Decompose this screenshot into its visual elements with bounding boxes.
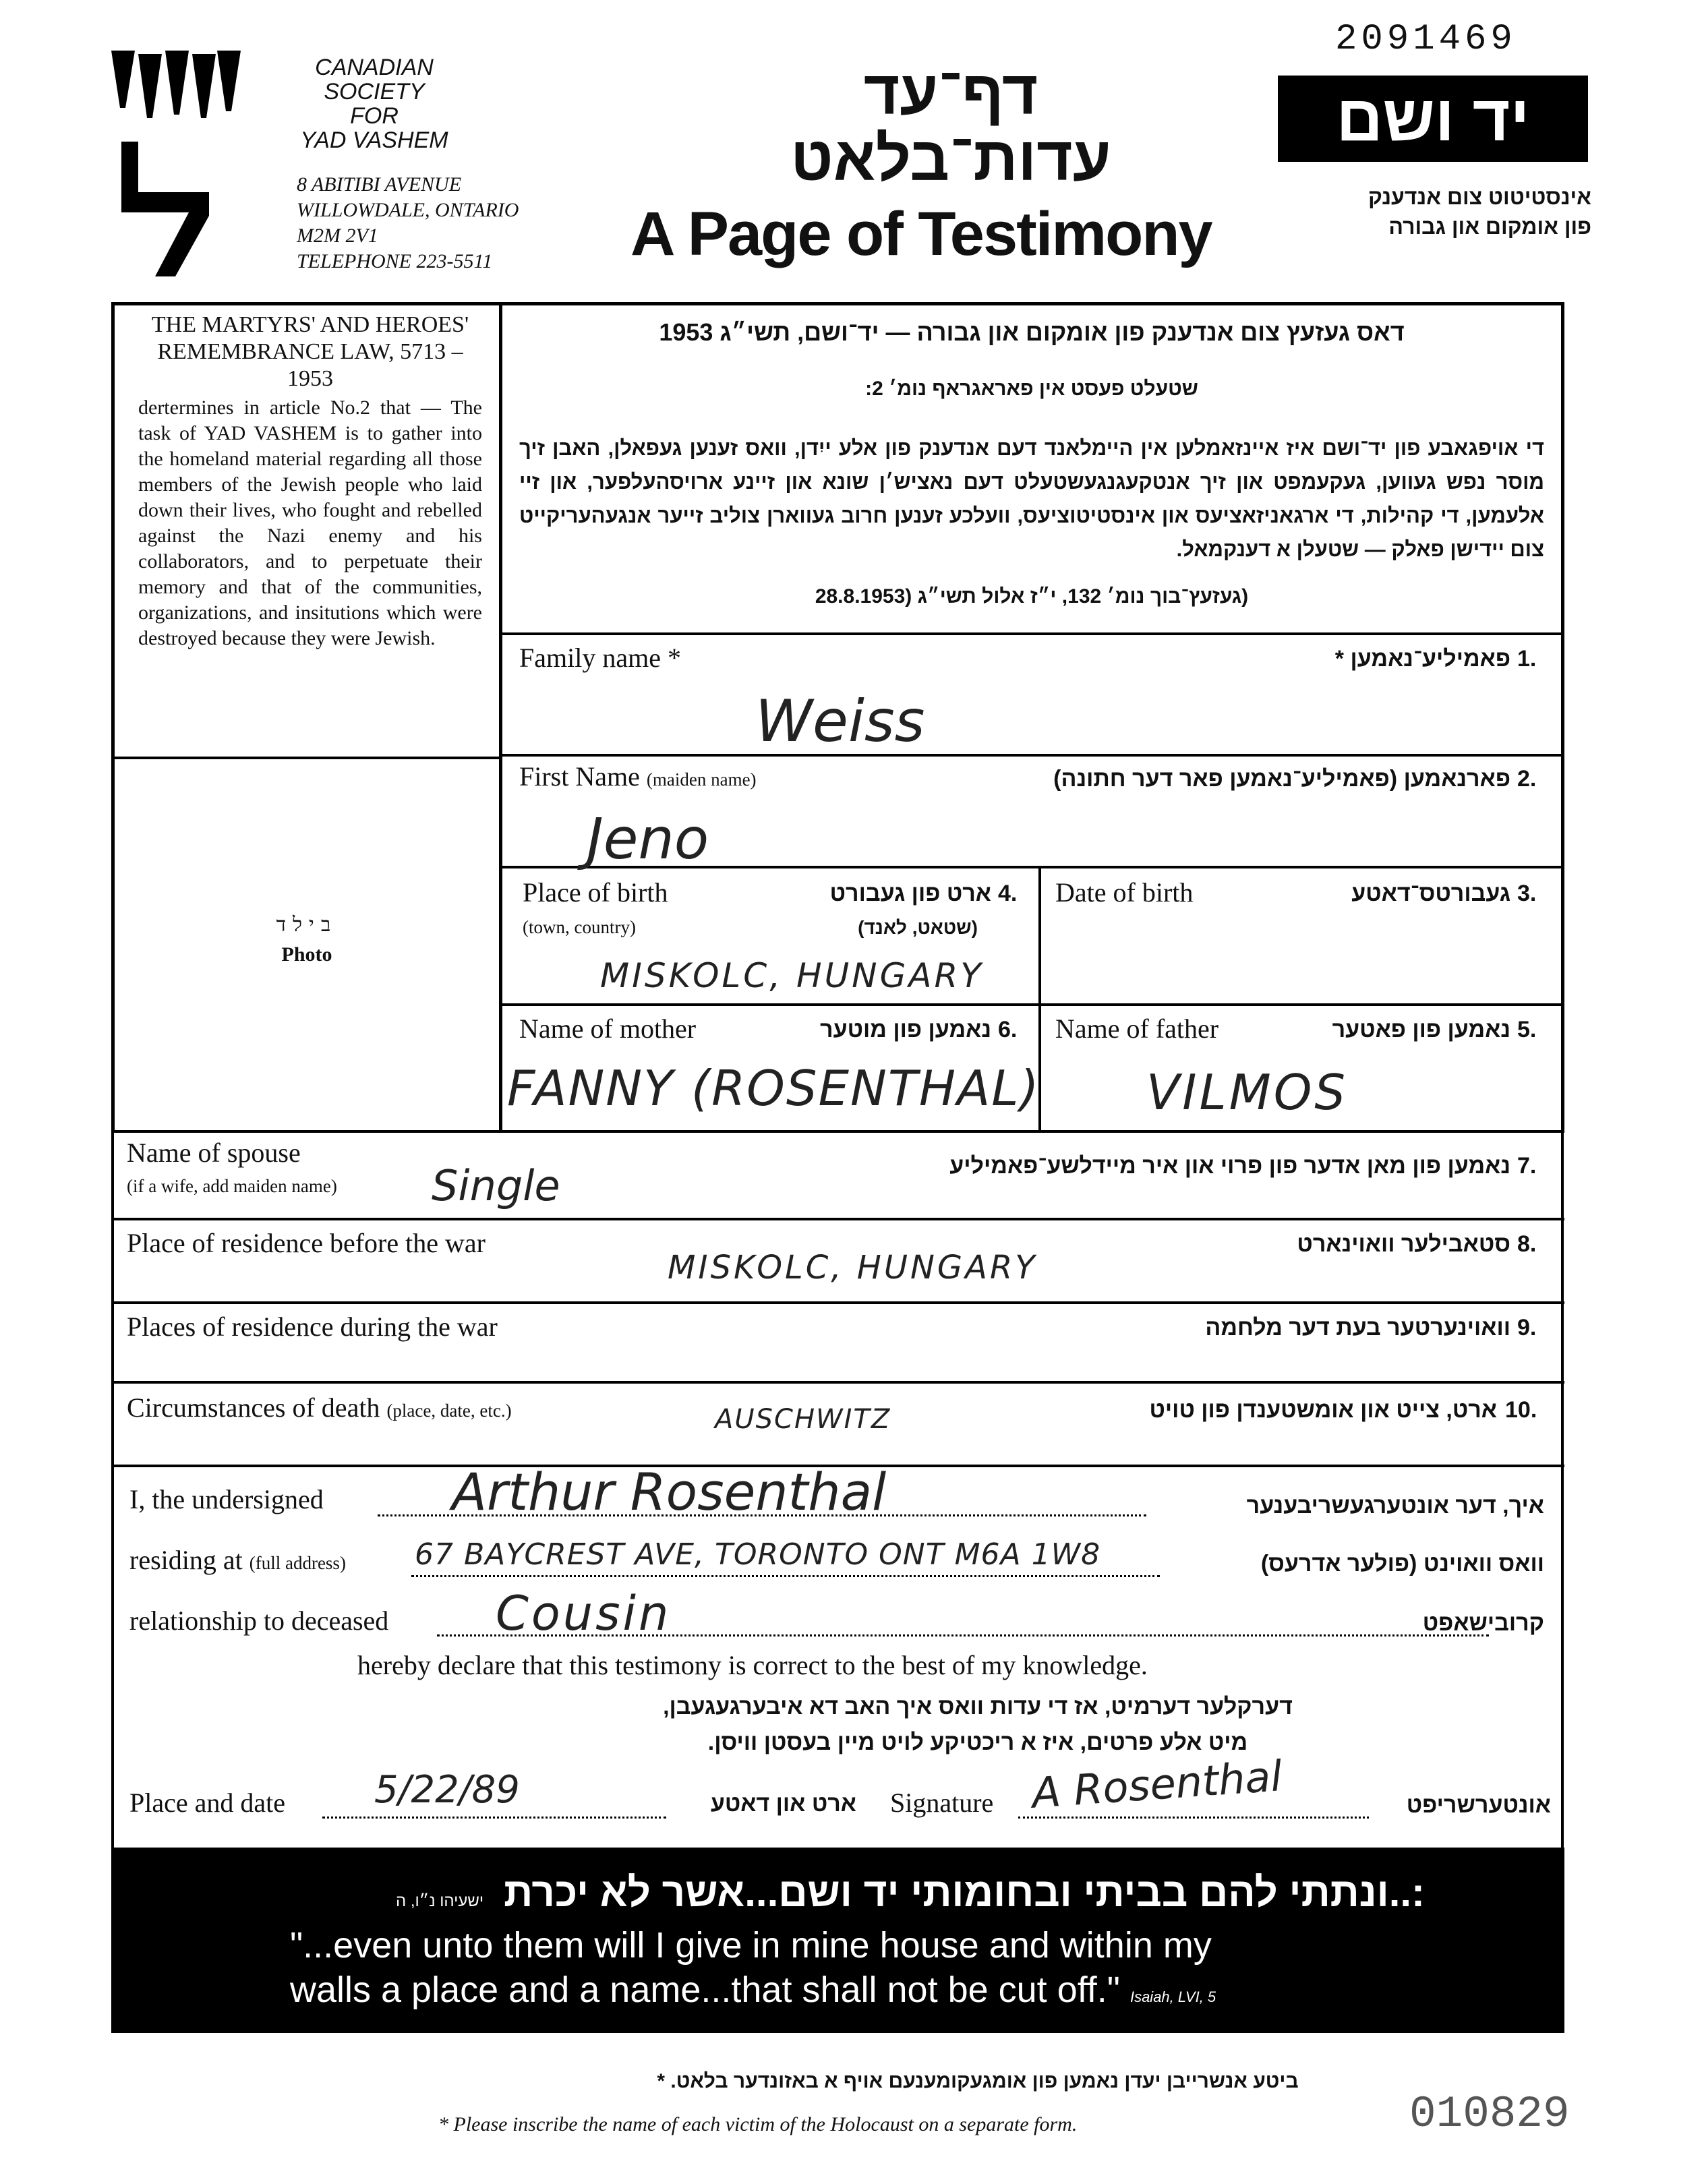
mother-name-ylabel: נאמען פון מוטער [819, 1017, 991, 1042]
place-of-birth-ysub: (שטאט, לאנד) [858, 917, 978, 938]
quote-yiddish-row [280, 1869, 1541, 1916]
residing-value[interactable]: 67 BAYCREST AVE, TORONTO ONT M6A 1W8 [415, 1537, 1101, 1572]
institute-name: אינסטיטוט צום אנדענק פון אומקום און גבורה [1368, 185, 1591, 239]
yiddish-title-1: דף־עד [863, 59, 1038, 127]
family-name-label: Family name * [519, 643, 681, 673]
spouse-sub: (if a wife, add maiden name) [127, 1176, 337, 1196]
declaration-yiddish-2: מיט אלע פרטים, איז א ריכטיקע לויט מיין בעסטן וויסן. [707, 1730, 1248, 1755]
date-of-birth-label: Date of birth [1055, 877, 1194, 908]
field-number: 3. [1517, 881, 1537, 906]
yad-vashem-logo: יד ושם [1278, 76, 1588, 162]
residence-before-label: Place of residence before the war [127, 1228, 486, 1258]
signature-ylabel: אונטערשריפט [1406, 1792, 1551, 1818]
document-number: 2091469 [1335, 19, 1517, 60]
note-yiddish: ביטע אנשרייבן יעדן נאמען פון אומגעקומענעם אויף א באזונדער בלאט. * [657, 2070, 1299, 2092]
death-circumstances-value[interactable]: AUSCHWITZ [715, 1404, 891, 1435]
relationship-ylabel: קרובישאפט [1422, 1610, 1544, 1636]
place-of-birth-sub: (town, country) [523, 917, 636, 937]
law-yiddish-citation: (געזעץ־בוך נומ׳ 132, י״ז אלול תשי״ג (28.8.1953 [815, 585, 1249, 608]
place-date-label: Place and date [129, 1788, 285, 1818]
residence-during-ylabel: וואוינערטער בעת דער מלחמה [1205, 1315, 1510, 1340]
undersigned-label: I, the undersigned [129, 1484, 324, 1514]
date-of-birth-ylabel: געבורטס־דאטע [1351, 881, 1510, 906]
undersigned-ylabel: איך, דער אונטערגעשריבענער [1246, 1493, 1544, 1518]
signature-label: Signature [890, 1788, 994, 1818]
father-name-value[interactable]: VILMOS [1146, 1064, 1349, 1121]
yiddish-title-2: עדות־בלאט [790, 125, 1111, 194]
relationship-value[interactable]: Cousin [496, 1586, 672, 1641]
spouse-ylabel: נאמען פון מאן אדער פון פרוי און איר מיידלשע־פאמיליע [949, 1153, 1510, 1179]
residing-label: residing at (full address) [129, 1545, 346, 1575]
page-title: A Page of Testimony [630, 200, 1212, 268]
field-number: 10. [1505, 1397, 1537, 1423]
mother-name-label: Name of mother [519, 1013, 697, 1044]
photo-placeholder: בילד Photo [276, 914, 338, 966]
law-yiddish-subheading: שטעלט פעסט אין פאראגראף נומ׳ 2: [865, 378, 1198, 400]
field-number: 9. [1517, 1315, 1537, 1340]
place-date-value[interactable]: 5/22/89 [374, 1768, 520, 1812]
first-name-ylabel: פארנאמען (פאמיליע־נאמען פאר דער חתונה) [1053, 766, 1510, 792]
relationship-label: relationship to deceased [129, 1605, 389, 1636]
declaration-yiddish-1: דערקלער דערמיט, אז די עדות וואס איך האב דא איבערגעגעבן, [663, 1694, 1293, 1719]
spouse-label: Name of spouse [127, 1138, 301, 1168]
society-name: CANADIAN SOCIETY FOR YAD VASHEM [300, 55, 448, 153]
field-number: 6. [998, 1017, 1018, 1042]
place-of-birth-ylabel: ארט פון געבורט [829, 881, 991, 906]
field-number: 8. [1517, 1231, 1537, 1257]
residence-before-ylabel: סטאבילער וואוינארט [1297, 1231, 1510, 1257]
serial-number: 010829 [1409, 2089, 1570, 2139]
law-english: THE MARTYRS' AND HEROES' REMEMBRANCE LAW, 5713 – 1953 dertermines in article No.2 that — The task of YAD VASHEM is to gather into the homeland material regarding all those members of the Jewish people who laid down their lives, who fought and rebelled against the Nazi enemy and his collaborators, and to perpetuate their memory and that of the communities, organizations, and insitutions which were destroyed because they were Jewish. [138, 312, 482, 649]
residence-during-label: Places of residence during the war [127, 1311, 498, 1342]
field-number: 2. [1517, 766, 1537, 792]
quote-ref-yiddish: ישעיהו נ״ו, ה [395, 1892, 484, 1910]
first-name-label: First Name (maiden name) [519, 761, 757, 792]
place-date-ylabel: ארט און דאטע [710, 1791, 856, 1817]
residence-before-value[interactable]: MISKOLC, HUNGARY [668, 1249, 1038, 1287]
quote-english-2: walls a place and a name...that shall not be cut off." Isaiah, LVI, 5 [290, 1970, 1216, 2010]
death-circumstances-label: Circumstances of death (place, date, etc.) [127, 1392, 512, 1423]
spouse-value[interactable]: Single [432, 1161, 560, 1210]
law-yiddish-text: די אויפגאבע פון יד־ושם איז איינזאמלען אין היימלאנד דעם אנדענק פון אלע ייִדן, וואס זענען געפאלן, האבן זיך מוסר נפש געווען, געקעמפט און זיך אנטקעגנגעשטעלט דעם נאציש׳ן שונא און זיינע ארויסהעלפער, און זיי אלעמען, די קהילות, די ארגאניזאציעס און אינסטיטוציעס, וועלכע זענען חרוב געווארן צוליב זייער אנגעהעריקייט צום יידישן פאלק — שטעלן א דענקמאל. [519, 436, 1544, 561]
place-date-line [322, 1817, 666, 1819]
father-name-ylabel: נאמען פון פאטער [1332, 1017, 1510, 1042]
quote-yiddish: :..ונתתי להם בביתי ובחומותי יד ושם...אשר לא יכרת [504, 1870, 1426, 1915]
society-address: 8 ABITIBI AVENUE WILLOWDALE, ONTARIO M2M 2V1 TELEPHONE 223-5511 [297, 173, 519, 272]
menorah-logo [108, 51, 243, 283]
field-number: 7. [1517, 1153, 1537, 1179]
place-of-birth-label: Place of birth [523, 877, 668, 908]
father-name-label: Name of father [1055, 1013, 1219, 1044]
field-number: 4. [998, 881, 1018, 906]
field-number: 1. [1517, 646, 1537, 672]
residing-ylabel: וואס וואוינט (פולער אדרעס) [1260, 1551, 1544, 1576]
signature-value[interactable]: A Rosenthal [1030, 1751, 1284, 1818]
place-of-birth-value[interactable]: MISKOLC, HUNGARY [600, 956, 984, 995]
law-yiddish-heading: דאס געזעץ צום אנדענק פון אומקום און גבורה — יד־ושם, תשי״ג 1953 [659, 318, 1405, 346]
undersigned-value[interactable]: Arthur Rosenthal [452, 1462, 887, 1522]
quote-band [111, 1848, 1564, 2033]
declaration-text: hereby declare that this testimony is correct to the best of my knowledge. [357, 1650, 1148, 1680]
family-name-ylabel: פאמיליע־נאמען * [1334, 646, 1510, 672]
family-name-value[interactable]: Weiss [755, 688, 925, 755]
field-number: 5. [1517, 1017, 1537, 1042]
death-circumstances-ylabel: ארט, צייט און אומשטענדן פון טויט [1149, 1397, 1497, 1423]
residing-line [411, 1575, 1160, 1577]
mother-name-value[interactable]: FANNY (ROSENTHAL) [507, 1060, 1040, 1117]
note-english: * Please inscribe the name of each victim of the Holocaust on a separate form. [438, 2113, 1078, 2135]
first-name-value[interactable]: Jeno [587, 806, 709, 872]
signature-line [1018, 1817, 1369, 1819]
quote-english-1: "...even unto them will I give in mine house and within my [290, 1925, 1212, 1966]
